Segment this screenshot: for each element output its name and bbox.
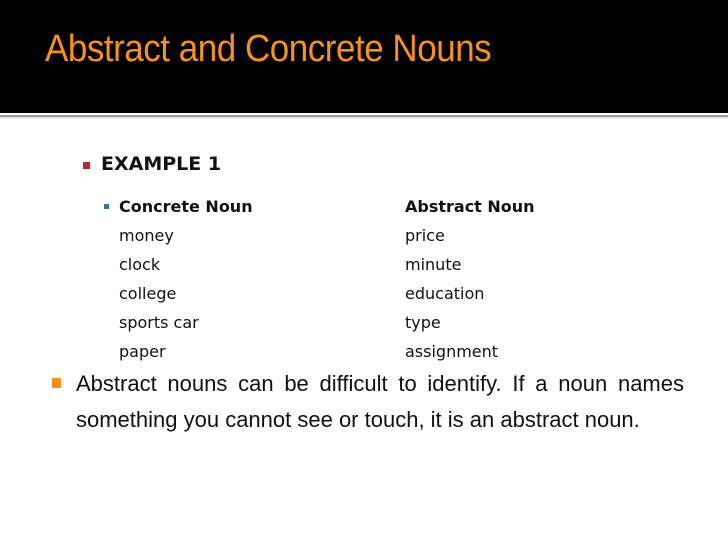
concrete-noun-column — [119, 192, 253, 366]
concrete-noun-item: sports car — [119, 313, 199, 332]
concrete-noun-item: clock — [119, 255, 161, 274]
abstract-noun-item: education — [405, 284, 485, 303]
concrete-noun-item: money — [119, 226, 174, 245]
abstract-noun-item: price — [405, 226, 445, 245]
abstract-noun-item: type — [405, 313, 441, 332]
main-point-text: Abstract nouns can be difficult to identify. If a noun names something you cannot see or touch, it is an abstract noun. — [76, 371, 684, 432]
example-heading: EXAMPLE 1 — [101, 153, 222, 175]
concrete-noun-item: college — [119, 284, 177, 303]
concrete-noun-item: paper — [119, 342, 166, 361]
title-bar — [0, 0, 728, 113]
abstract-noun-item: assignment — [405, 342, 499, 361]
header-divider — [0, 114, 728, 119]
abstract-noun-header: Abstract Noun — [405, 197, 535, 216]
slide-title: Abstract and Concrete Nouns — [45, 28, 492, 70]
abstract-noun-column — [405, 192, 535, 366]
concrete-noun-header: Concrete Noun — [119, 197, 253, 216]
square-bullet-icon — [52, 378, 61, 388]
square-bullet-icon — [104, 204, 109, 209]
square-bullet-icon — [83, 162, 90, 169]
abstract-noun-item: minute — [405, 255, 462, 274]
